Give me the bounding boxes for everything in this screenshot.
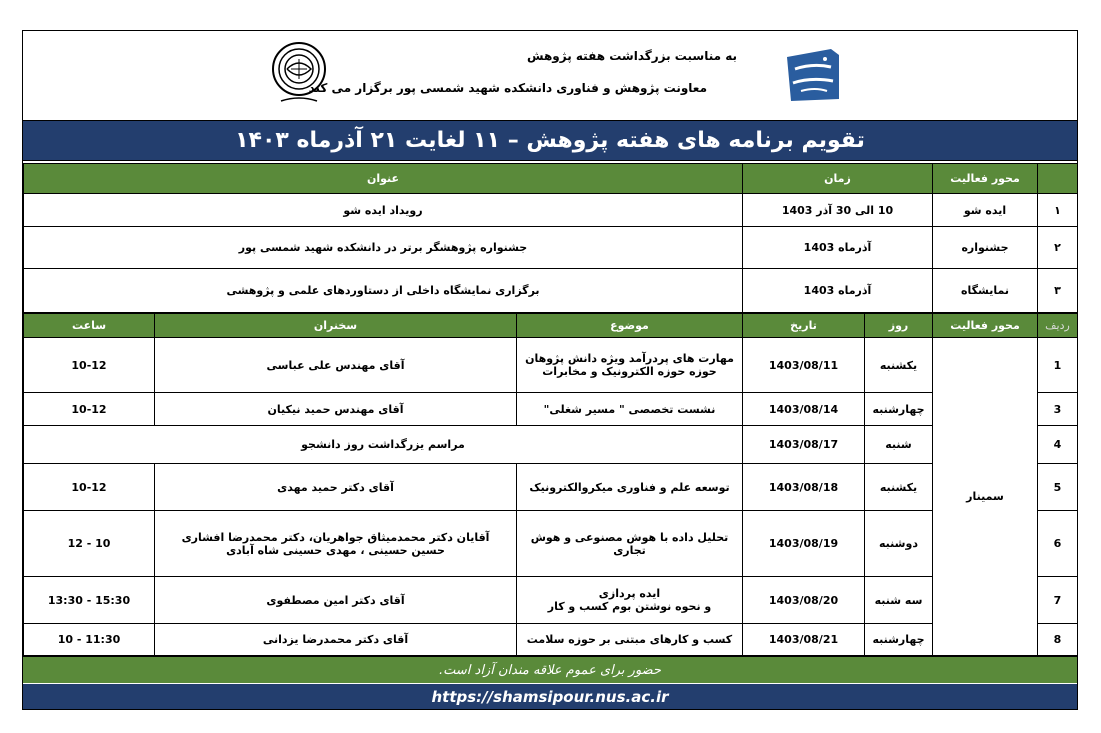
row-time: آذرماه 1403 (743, 227, 933, 269)
row-axis: جشنواره (933, 227, 1038, 269)
header-day: روز (865, 314, 933, 338)
speaker-line-2: حسین حسینی ، مهدی حسینی شاه آبادی (226, 543, 445, 557)
table-row (24, 227, 1078, 269)
row-day: چهارشنبه (865, 624, 933, 656)
row-number: 8 (1038, 624, 1078, 656)
row-title: رویداد ایده شو (24, 194, 743, 227)
page-frame (22, 30, 1078, 710)
row-speaker: آقای دکتر محمدرضا یزدانی (155, 624, 517, 656)
seminars-header-row (24, 314, 1078, 338)
row-number: ۲ (1038, 227, 1078, 269)
row-time: آذرماه 1403 (743, 269, 933, 313)
row-topic: توسعه علم و فناوری میکروالکترونیک (517, 464, 743, 511)
row-topic: تحلیل داده با هوش مصنوعی و هوش تجاری (517, 511, 743, 577)
row-topic: نشست تخصصی " مسیر شغلی" (517, 393, 743, 426)
table-row (24, 511, 1078, 577)
website-link[interactable]: https://shamsipour.nus.ac.ir (431, 687, 669, 706)
row-hour: 10 - 11:30 (24, 624, 155, 656)
row-day: شنبه (865, 426, 933, 464)
row-date: 1403/08/17 (743, 426, 865, 464)
header-speaker: سخنران (155, 314, 517, 338)
topic-line-2: و نحوه نوشتن بوم کسب و کار (547, 600, 712, 613)
row-title: جشنواره پژوهشگر برتر در دانشکده شهید شمسی پور (24, 227, 743, 269)
row-day: دوشنبه (865, 511, 933, 577)
table-row (24, 464, 1078, 511)
row-title: برگزاری نمایشگاه داخلی از دستاوردهای علمی و پژوهشی (24, 269, 743, 313)
row-date: 1403/08/20 (743, 577, 865, 624)
row-number: ۱ (1038, 194, 1078, 227)
row-hour: 10-12 (24, 338, 155, 393)
topic-line-2: حوزه حوزه الکترونیک و مخابرات (542, 365, 717, 378)
table-row (24, 269, 1078, 313)
row-topic (517, 338, 743, 393)
row-hour: 12 - 10 (24, 511, 155, 577)
table-row (24, 338, 1078, 393)
seminars-table (23, 313, 1078, 656)
attendance-note-bar (23, 656, 1077, 683)
row-day: یکشنبه (865, 338, 933, 393)
row-day: چهارشنبه (865, 393, 933, 426)
shamsipour-emblem-icon (267, 39, 331, 109)
row-axis: ایده شو (933, 194, 1038, 227)
header-hour: ساعت (24, 314, 155, 338)
activities-header-row (24, 164, 1078, 194)
row-number: 3 (1038, 393, 1078, 426)
row-speaker: آقای مهندس علی عباسی (155, 338, 517, 393)
page-title: تقویم برنامه های هفته پژوهش – ۱۱ لغایت ۲۱ آذرماه ۱۴۰۳ (235, 128, 865, 153)
activities-table (23, 163, 1078, 313)
header-row-number: ردیف (1038, 314, 1078, 338)
row-number: 6 (1038, 511, 1078, 577)
row-number: 4 (1038, 426, 1078, 464)
header-date: تاریخ (743, 314, 865, 338)
row-number: ۳ (1038, 269, 1078, 313)
url-bar (23, 684, 1077, 709)
header-axis: محور فعالیت (933, 164, 1038, 194)
row-hour: 13:30 - 15:30 (24, 577, 155, 624)
row-date: 1403/08/19 (743, 511, 865, 577)
table-row (24, 577, 1078, 624)
row-number: 5 (1038, 464, 1078, 511)
row-speaker (155, 511, 517, 577)
seminar-axis-cell: سمینار (933, 338, 1038, 656)
topic-line-1: ایده پردازی (598, 587, 661, 600)
row-speaker: آقای دکتر امین مصطفوی (155, 577, 517, 624)
row-date: 1403/08/11 (743, 338, 865, 393)
table-row (24, 194, 1078, 227)
row-number: 7 (1038, 577, 1078, 624)
title-bar (23, 120, 1077, 161)
header-blank (1038, 164, 1078, 194)
row-time: 10 الی 30 آذر 1403 (743, 194, 933, 227)
speaker-line-1: آقایان دکتر محمدمیثاق جواهریان، دکتر محمدرضا افشاری (181, 530, 490, 544)
header (23, 31, 1077, 120)
row-hour: 10-12 (24, 464, 155, 511)
row-axis: نمایشگاه (933, 269, 1038, 313)
row-speaker: آقای مهندس حمید نیکیان (155, 393, 517, 426)
row-day: سه شنبه (865, 577, 933, 624)
header-line-2: معاونت پژوهش و فناوری دانشکده شهید شمسی پور برگزار می کند (308, 81, 707, 95)
row-merged-event: مراسم یزرگداشت روز دانشجو (24, 426, 743, 464)
header-topic: موضوع (517, 314, 743, 338)
row-topic: کسب و کارهای مبتنی بر حوزه سلامت (517, 624, 743, 656)
row-number: 1 (1038, 338, 1078, 393)
table-row (24, 393, 1078, 426)
header-line-1: به مناسبت بزرگداشت هفته پژوهش (527, 49, 737, 63)
row-speaker: آقای دکتر حمید مهدی (155, 464, 517, 511)
row-topic (517, 577, 743, 624)
header-title: عنوان (24, 164, 743, 194)
table-row (24, 426, 1078, 464)
row-date: 1403/08/14 (743, 393, 865, 426)
row-day: یکشنبه (865, 464, 933, 511)
topic-line-1: مهارت های پردرآمد ویژه دانش پژوهان (525, 352, 734, 365)
header-time: زمان (743, 164, 933, 194)
header-axis: محور فعالیت (933, 314, 1038, 338)
attendance-note: حضور برای عموم علاقه مندان آزاد است. (439, 662, 661, 678)
table-row (24, 624, 1078, 656)
row-date: 1403/08/18 (743, 464, 865, 511)
row-date: 1403/08/21 (743, 624, 865, 656)
college-logo-icon (781, 43, 845, 107)
row-hour: 10-12 (24, 393, 155, 426)
